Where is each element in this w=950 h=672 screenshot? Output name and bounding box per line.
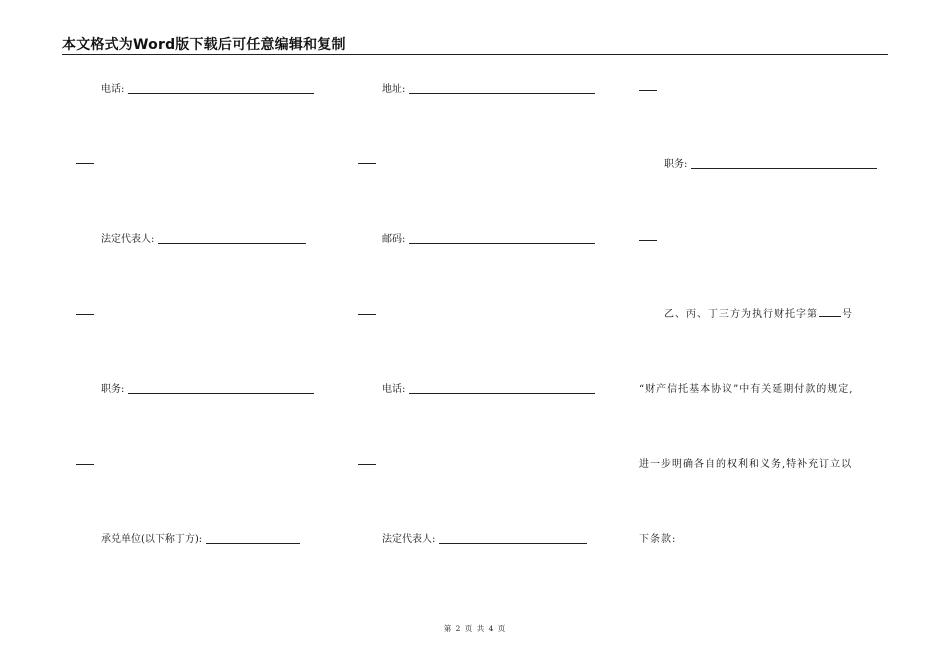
position-field-3 <box>664 155 877 170</box>
trust-number-blank[interactable] <box>819 315 841 317</box>
legal-rep-label-2: 法定代表人: <box>382 534 436 545</box>
legal-rep-label-1: 法定代表人: <box>101 234 155 245</box>
document-header-title: 本文格式为Word版下载后可任意编辑和复制 <box>62 37 346 53</box>
legal-rep-blank-1[interactable] <box>158 242 306 244</box>
page-number: 第 2 页 共 4 页 <box>443 624 507 633</box>
continuation-dash <box>358 163 376 164</box>
guarantor-field <box>101 530 300 545</box>
position-blank-1[interactable] <box>128 392 314 394</box>
agreement-paragraph-line-4: 下条款: <box>639 534 677 545</box>
address-field <box>382 80 595 95</box>
postcode-blank[interactable] <box>409 242 595 244</box>
agreement-paragraph-line-1 <box>664 305 853 320</box>
phone-label-1: 电话: <box>101 84 125 95</box>
position-label-3: 职务: <box>664 159 688 170</box>
agreement-paragraph-line-2: “财产信托基本协议”中有关延期付款的规定, <box>639 384 854 395</box>
phone-blank-2[interactable] <box>409 392 595 394</box>
agreement-text-a: 乙、丙、丁三方为执行财托字第 <box>664 309 818 320</box>
phone-label-2: 电话: <box>382 384 406 395</box>
address-label: 地址: <box>382 84 406 95</box>
continuation-dash <box>76 163 94 164</box>
guarantor-blank[interactable] <box>206 542 300 544</box>
header-rule <box>62 54 888 55</box>
phone-blank-1[interactable] <box>128 92 314 94</box>
continuation-dash <box>76 464 94 465</box>
continuation-dash <box>639 90 657 91</box>
guarantor-label: 承兑单位(以下称丁方): <box>101 534 203 545</box>
agreement-text-b: 号 <box>842 309 853 320</box>
postcode-label: 邮码: <box>382 234 406 245</box>
position-blank-3[interactable] <box>691 167 877 169</box>
phone-field-2 <box>382 380 595 395</box>
address-blank[interactable] <box>409 92 595 94</box>
agreement-paragraph-line-3: 进一步明确各自的权利和义务,特补充订立以 <box>639 459 853 470</box>
legal-rep-blank-2[interactable] <box>439 542 587 544</box>
continuation-dash <box>358 314 376 315</box>
position-field-1 <box>101 380 314 395</box>
legal-rep-field-2 <box>382 530 587 545</box>
postcode-field <box>382 230 595 245</box>
phone-field-1 <box>101 80 314 95</box>
legal-rep-field-1 <box>101 230 306 245</box>
continuation-dash <box>358 464 376 465</box>
continuation-dash <box>639 240 657 241</box>
position-label-1: 职务: <box>101 384 125 395</box>
continuation-dash <box>76 314 94 315</box>
